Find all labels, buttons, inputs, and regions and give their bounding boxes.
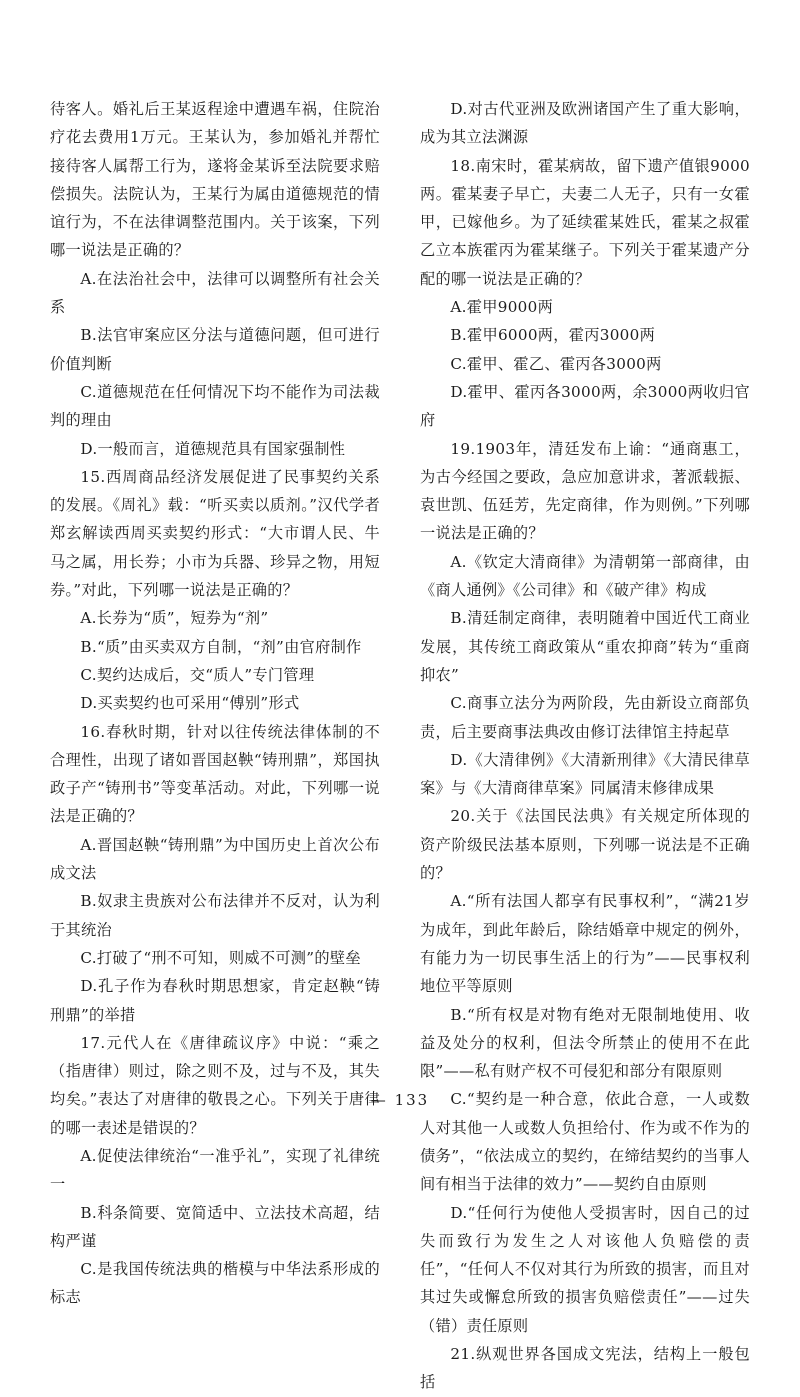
right-column xyxy=(420,95,750,1397)
left-column-paragraph: D.孔子作为春秋时期思想家，肯定赵鞅“铸刑鼎”的举措 xyxy=(50,977,380,1024)
left-column-paragraph: A.长券为“质”，短券为“剂” xyxy=(80,609,269,628)
right-column-paragraph: B.清廷制定商律，表明随着中国近代工商业发展，其传统工商政策从“重农抑商”转为“重商抑农” xyxy=(420,609,750,684)
right-column-paragraph: C.商事立法分为两阶段，先由新设立商部负责，后主要商事法典改由修订法律馆主持起草 xyxy=(420,694,750,741)
right-column-paragraph: B.霍甲6000两，霍丙3000两 xyxy=(450,326,656,345)
left-column-paragraph: D.一般而言，道德规范具有国家强制性 xyxy=(80,439,346,458)
left-column-paragraph: B.科条简要、宽简适中、立法技术高超，结构严谨 xyxy=(50,1203,380,1250)
left-column-paragraph: 待客人。婚礼后王某返程途中遭遇车祸，住院治疗花去费用1万元。王某认为，参加婚礼并帮忙接待客人属帮工行为，遂将金某诉至法院要求赔偿损失。法院认为，王某行为属由道德规范的情谊行为，不在法律调整范围内。关于该案，下列哪一说法是正确的？ xyxy=(50,100,380,260)
page-number: — 133 xyxy=(370,1091,430,1109)
right-column-paragraph: 20.关于《法国民法典》有关规定所体现的资产阶级民法基本原则，下列哪一说法是不正确的？ xyxy=(420,807,750,883)
left-column-paragraph: A.晋国赵鞅“铸刑鼎”为中国历史上首次公布成文法 xyxy=(50,835,380,883)
left-column-paragraph: C.打破了“刑不可知，则威不可测”的壁垒 xyxy=(80,948,361,967)
right-column-paragraph: D.对古代亚洲及欧洲诸国产生了重大影响，成为其立法渊源 xyxy=(420,100,750,147)
left-column-paragraph: 15.西周商品经济发展促进了民事契约关系的发展。《周礼》载：“听买卖以质剂。”汉代学者郑玄解读西周买卖契约形式：“大市谓人民、牛马之属，用长券；小市为兵器、珍异之物，用短券。”对此，下列哪一说法是正确的？ xyxy=(50,467,380,600)
left-column-paragraph: C.道德规范在任何情况下均不能作为司法裁判的理由 xyxy=(50,382,380,430)
right-column-paragraph: D.“任何行为使他人受损害时，因自己的过失而致行为发生之人对该他人负赔偿的责任”，“任何人不仅对其行为所致的损害，而且对其过失或懈怠所致的损害负赔偿责任”——过失（错）责任原则 xyxy=(420,1203,750,1335)
left-column-paragraph: A.促使法律统治“一准乎礼”，实现了礼律统一 xyxy=(50,1146,380,1194)
right-column-paragraph: 21.纵观世界各国成文宪法，结构上一般包括 xyxy=(420,1345,750,1392)
right-column-paragraph: A.“所有法国人都享有民事权利”，“满21岁为成年，到此年龄后，除结婚章中规定的例外，有能力为一切民事生活上的行为”——民事权利地位平等原则 xyxy=(420,892,750,996)
left-column-paragraph: B.“质”由买卖双方自制，“剂”由官府制作 xyxy=(80,637,362,656)
right-column-paragraph: D.《大清律例》《大清新刑律》《大清民律草案》与《大清商律草案》同属清末修律成果 xyxy=(420,750,750,798)
right-column-paragraph: C.“契约是一种合意，依此合意，一人或数人对其他一人或数人负担给付、作为或不作为的债务”，“依法成立的契约，在缔结契约的当事人间有相当于法律的效力”——契约自由原则 xyxy=(420,1090,750,1194)
left-column-paragraph: C.契约达成后，交“质人”专门管理 xyxy=(80,665,315,684)
left-column-paragraph: A.在法治社会中，法律可以调整所有社会关系 xyxy=(50,269,380,317)
left-column-paragraph: 17.元代人在《唐律疏议序》中说：“乘之（指唐律）则过，除之则不及，过与不及，其失均矣。”表达了对唐律的敬畏之心。下列关于唐律的哪一表述是错误的？ xyxy=(50,1033,380,1137)
left-column-paragraph: C.是我国传统法典的楷模与中华法系形成的标志 xyxy=(50,1260,380,1307)
right-column-paragraph: A.霍甲9000两 xyxy=(450,298,554,317)
right-column-paragraph: C.霍甲、霍乙、霍丙各3000两 xyxy=(450,354,662,373)
left-column-paragraph: B.法官审案应区分法与道德问题，但可进行价值判断 xyxy=(50,326,380,373)
right-column-paragraph: A.《钦定大清商律》为清朝第一部商律，由《商人通例》《公司律》和《破产律》构成 xyxy=(420,552,750,600)
left-column xyxy=(50,95,380,1312)
left-column-paragraph: 16.春秋时期，针对以往传统法律体制的不合理性，出现了诸如晋国赵鞅“铸刑鼎”，郑国执政子产“铸刑书”等变革活动。对此，下列哪一说法是正确的？ xyxy=(50,722,380,826)
left-column-paragraph: D.买卖契约也可采用“傅别”形式 xyxy=(80,694,300,713)
right-column-paragraph: 19.1903年，清廷发布上谕：“通商惠工，为古今经国之要政，急应加意讲求，著派载振、袁世凯、伍廷芳，先定商律，作为则例。”下列哪一说法是正确的？ xyxy=(420,439,750,543)
right-column-paragraph: D.霍甲、霍丙各3000两，余3000两收归官府 xyxy=(420,382,750,430)
right-column-paragraph: B.“所有权是对物有绝对无限制地使用、收益及处分的权利，但法令所禁止的使用不在此限”——私有财产权不可侵犯和部分有限原则 xyxy=(420,1005,750,1081)
left-column-paragraph: B.奴隶主贵族对公布法律并不反对，认为利于其统治 xyxy=(50,892,380,939)
right-column-paragraph: 18.南宋时，霍某病故，留下遗产值银9000两。霍某妻子早亡，夫妻二人无子，只有一女霍甲，已嫁他乡。为了延续霍某姓氏，霍某之叔霍乙立本族霍丙为霍某继子。下列关于霍某遗产分配的哪一说法是正确的？ xyxy=(420,156,750,288)
